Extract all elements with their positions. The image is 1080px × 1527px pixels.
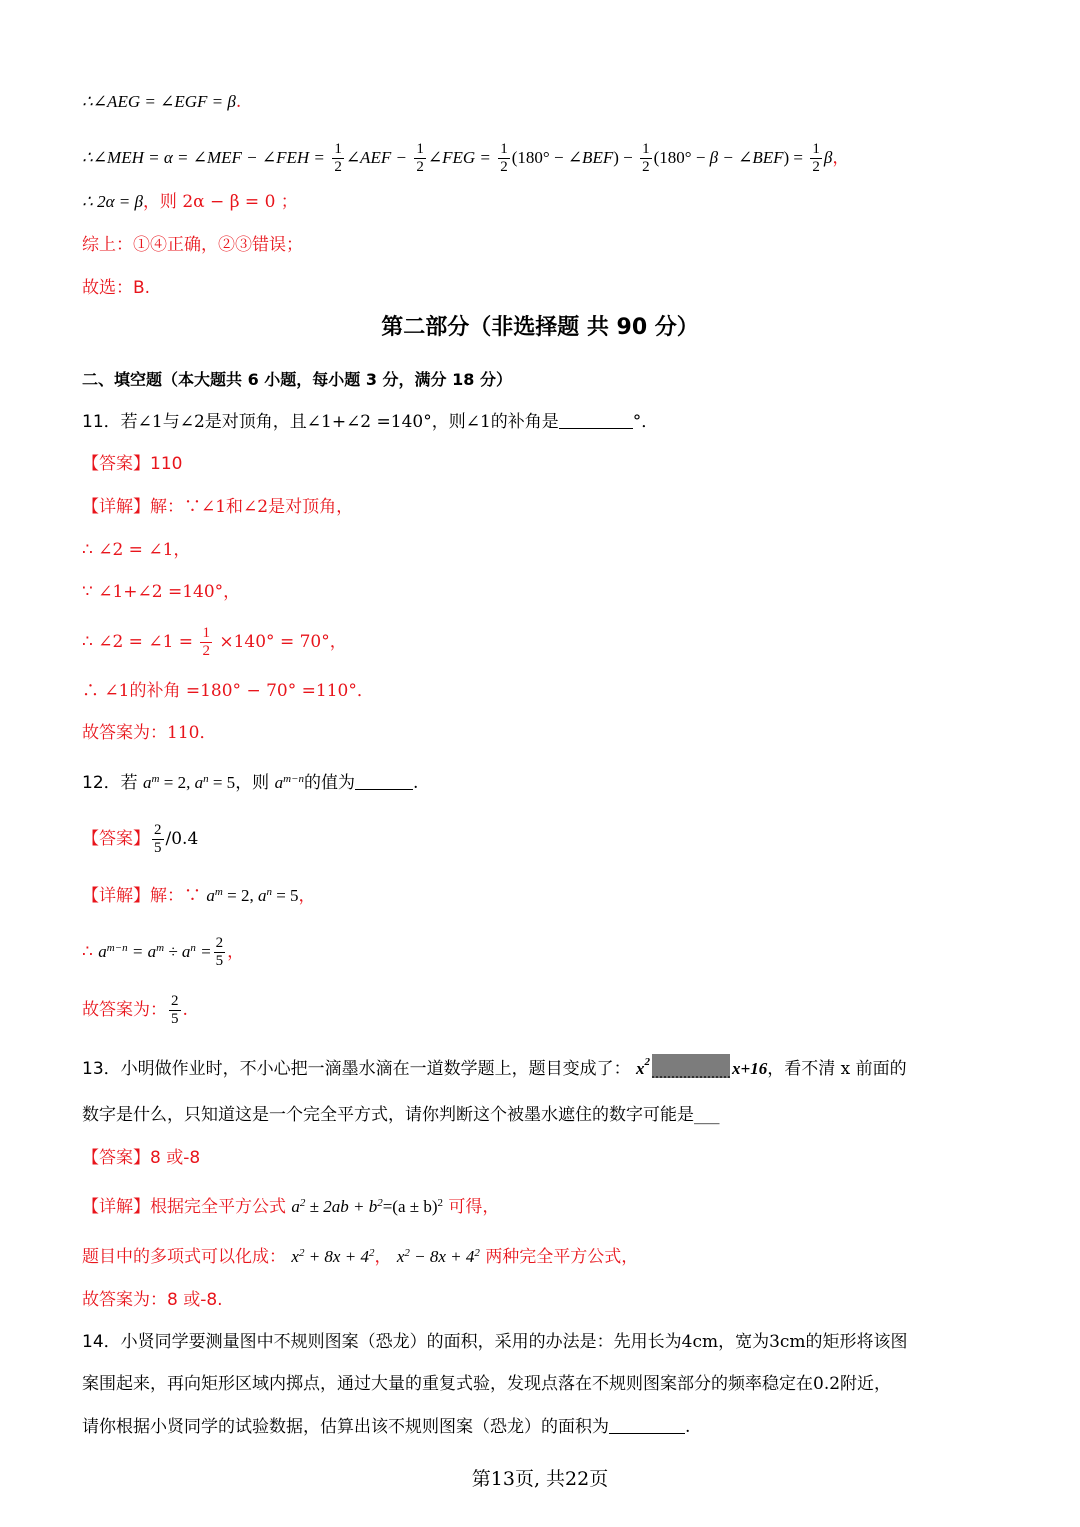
answer-value: 8 或-8 [150, 1148, 201, 1168]
question-number: 11． [82, 412, 121, 432]
answer-alt: /0.4 [165, 829, 199, 849]
question-13-line-2: 数字是什么，只知道这是一个完全平方式，请你判断这个被墨水遮住的数字可能是___ [82, 1105, 720, 1125]
question-text: 小贤同学要测量图中不规则图案（恐龙）的面积，采用的办法是：先用长为4cm，宽为3cm的矩形将该图 [120, 1332, 908, 1352]
question-text-end: °． [632, 412, 659, 432]
solution-line-3 [82, 190, 1020, 214]
detail-text: 解：∵ [150, 886, 201, 906]
detail-text-end: 两种完全平方公式， [485, 1247, 639, 1267]
solution-line-2: ∴∠MEH = α = ∠MEF − ∠FEH = $\frac{1}{2}$ ∠AEF − $\frac{1}{2}$ ∠FEG = $\frac{1}{2}$ (180° − ∠BEF) − $\frac{1}{2}$ (180° − β − ∠BEF) = $\frac{1}{2}$ β， [82, 141, 850, 175]
answer-blank [609, 1415, 685, 1434]
question-text-end: ，看不清 x 前面的 [767, 1059, 907, 1079]
step-end: ×140° = 70°， [219, 632, 347, 652]
answer-blank [355, 771, 413, 790]
detail-12: 【详解】解：∵ $a^m = 2$, $a^n = 5$， [82, 886, 316, 906]
solution-line-1: ∴∠AEG = ∠EGF = β. [82, 92, 242, 112]
question-text: 小明做作业时，不小心把一滴墨水滴在一道数学题上，题目变成了： [120, 1059, 631, 1079]
answer-11 [82, 452, 1020, 476]
question-14 [82, 1330, 1020, 1354]
question-text: 若∠1与∠2是对顶角，且∠1+∠2 =140°，则∠1的补角是 [120, 412, 559, 432]
detail-text: 解：∵∠1和∠2是对顶角， [150, 497, 354, 517]
detail-text: 题目中的多项式可以化成： [82, 1247, 286, 1267]
detail-tag: 【详解】 [82, 1197, 150, 1217]
choice-line: 故选：B. [82, 278, 151, 298]
section-title: 二、填空题（本大题共 6 小题，每小题 3 分，满分 18 分） [82, 370, 512, 389]
detail-11-step-3: ∴ ∠2 = ∠1 = $\frac{1}{2}$ ×140° = 70°， [82, 625, 347, 659]
detail-tag: 【详解】 [82, 497, 150, 517]
question-14-line-3: 请你根据小贤同学的试验数据，估算出该不规则图案（恐龙）的面积为 . [82, 1417, 691, 1437]
question-12: 12．若 $a^m = 2$, $a^n = 5$，则 $a^{m-n}$的值为 . [82, 773, 419, 793]
detail-11 [82, 495, 1020, 519]
equation-start: ∴∠MEH = α = ∠MEF − ∠FEH = [82, 148, 325, 167]
question-13: 13．小明做作业时，不小心把一滴墨水滴在一道数学题上，题目变成了： $x^2$ x+16，看不清 x 前面的 [82, 1056, 907, 1079]
summary-line: 综上：①④正确，②③错误； [82, 235, 303, 255]
final-answer-12: 故答案为： $\frac{2}{5}$ . [82, 993, 188, 1027]
detail-11-step-4: ∴ ∠1的补角 =180° − 70° =110°． [82, 681, 374, 701]
question-11 [82, 410, 1020, 434]
answer-tag: 【答案】 [82, 1148, 150, 1168]
answer-tag: 【答案】 [82, 454, 150, 474]
answer-13 [82, 1146, 1020, 1170]
question-text: 请你根据小贤同学的试验数据，估算出该不规则图案（恐龙）的面积为 [82, 1417, 609, 1437]
equation: ∴ 2α = β [82, 192, 143, 211]
detail-tag: 【详解】 [82, 886, 150, 906]
detail-11-step-2: ∵ ∠1+∠2 =140°， [82, 582, 241, 602]
detail-13-step: 题目中的多项式可以化成： $x^2 + 8x + 4^2$， $x^2 - 8x + 4^2$ 两种完全平方公式， [82, 1247, 639, 1267]
detail-13: 【详解】根据完全平方公式 $a^2 \pm 2ab + b^2=(a \pm b)^2$ 可得， [82, 1197, 500, 1217]
question-number: 13． [82, 1059, 121, 1079]
question-number: 12． [82, 773, 121, 793]
detail-text: 根据完全平方公式 [150, 1197, 286, 1217]
part-title: 第二部分（非选择题 共 90 分） [381, 315, 699, 340]
detail-12-step: ∴ $a^{m-n} = a^m \div a^n$ = $\frac{2}{5}$ ， [82, 935, 245, 969]
question-text-end: 的值为 [303, 773, 355, 793]
question-text: 若 [120, 773, 138, 793]
conclusion: ，则 2α − β = 0 ； [142, 192, 298, 212]
detail-text-end: 可得， [448, 1197, 500, 1217]
final-answer-11: 故答案为：110． [82, 723, 217, 743]
step-start: ∴ ∠2 = ∠1 = [82, 632, 194, 652]
final-label: 故答案为： [82, 1000, 167, 1020]
question-14-line-2: 案围起来，再向矩形区域内掷点，通过大量的重复式验，发现点落在不规则图案部分的频率稳定在0.2附近， [82, 1374, 892, 1394]
detail-11-step-1: ∴ ∠2 = ∠1， [82, 540, 191, 560]
ink-blot [652, 1054, 730, 1078]
answer-tag: 【答案】 [82, 829, 150, 849]
question-text-mid: ，则 [235, 773, 270, 793]
equation: ∴∠AEG = ∠EGF = β [82, 92, 236, 111]
final-answer-13: 故答案为：8 或-8. [82, 1290, 223, 1310]
question-number: 14． [82, 1332, 121, 1352]
page-footer: 第13页, 共22页 [471, 1468, 609, 1490]
answer-value: 110 [150, 454, 183, 474]
answer-blank [559, 410, 633, 429]
answer-12: 【答案】 $\frac{2}{5}$ /0.4 [82, 822, 199, 856]
